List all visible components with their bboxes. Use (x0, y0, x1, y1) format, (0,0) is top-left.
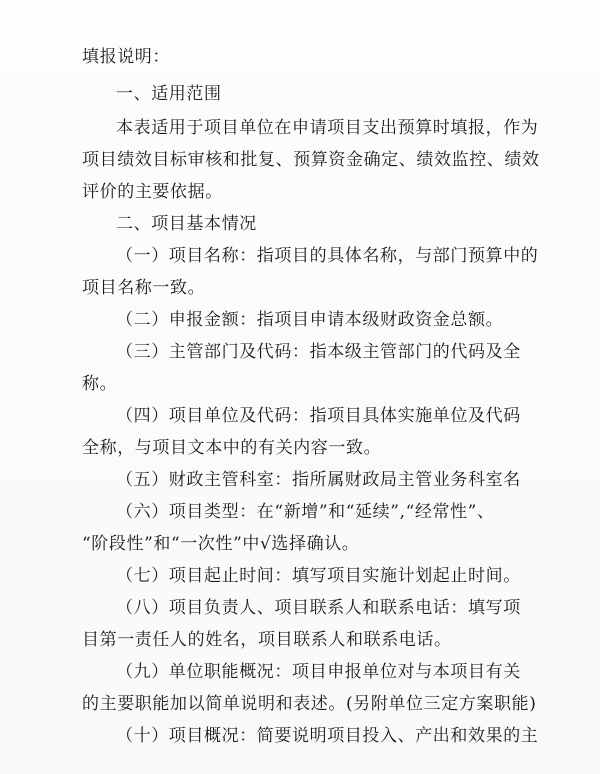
paragraph-line: （八）项目负责人、项目联系人和联系电话：填写项 (116, 598, 521, 618)
document-title: 填报说明： (82, 47, 170, 67)
paragraph-line: （九）单位职能概况：项目申报单位对与本项目有关 (116, 662, 521, 682)
paragraph-line: （十）项目概况：简要说明项目投入、产出和效果的主 (116, 726, 539, 746)
paragraph-line: 评价的主要依据。 (82, 182, 223, 202)
paragraph-line: （六）项目类型：在“新增”和“延续”,“经常性”、 (116, 502, 495, 522)
paragraph-line: 称。 (82, 374, 118, 394)
paragraph-line: （二）申报金额：指项目申请本级财政资金总额。 (116, 310, 504, 330)
paragraph-line: 本表适用于项目单位在申请项目支出预算时填报，作为 (116, 118, 539, 138)
paragraph-line: 项目名称一致。 (82, 278, 206, 298)
paragraph-line: “阶段性”和“一次性”中√选择确认。 (82, 534, 360, 554)
paragraph-line: 项目绩效目标审核和批复、预算资金确定、绩效监控、绩效 (82, 150, 540, 170)
paragraph-line: （五）财政主管科室：指所属财政局主管业务科室名 (116, 470, 521, 490)
paragraph-line: 全称，与项目文本中的有关内容一致。 (82, 438, 382, 458)
paragraph-line: （四）项目单位及代码：指项目具体实施单位及代码 (116, 406, 521, 426)
paragraph-line: （一）项目名称：指项目的具体名称，与部门预算中的 (116, 246, 539, 266)
section-heading-scope: 一、适用范围 (116, 84, 222, 104)
paragraph-line: 的主要职能加以简单说明和表述。(另附单位三定方案职能) (82, 694, 537, 714)
paragraph-line: （三）主管部门及代码：指本级主管部门的代码及全 (116, 342, 521, 362)
paragraph-line: （七）项目起止时间：填写项目实施计划起止时间。 (116, 566, 521, 586)
section-heading-basic-info: 二、项目基本情况 (116, 214, 257, 234)
paragraph-line: 目第一责任人的姓名，项目联系人和联系电话。 (82, 630, 452, 650)
